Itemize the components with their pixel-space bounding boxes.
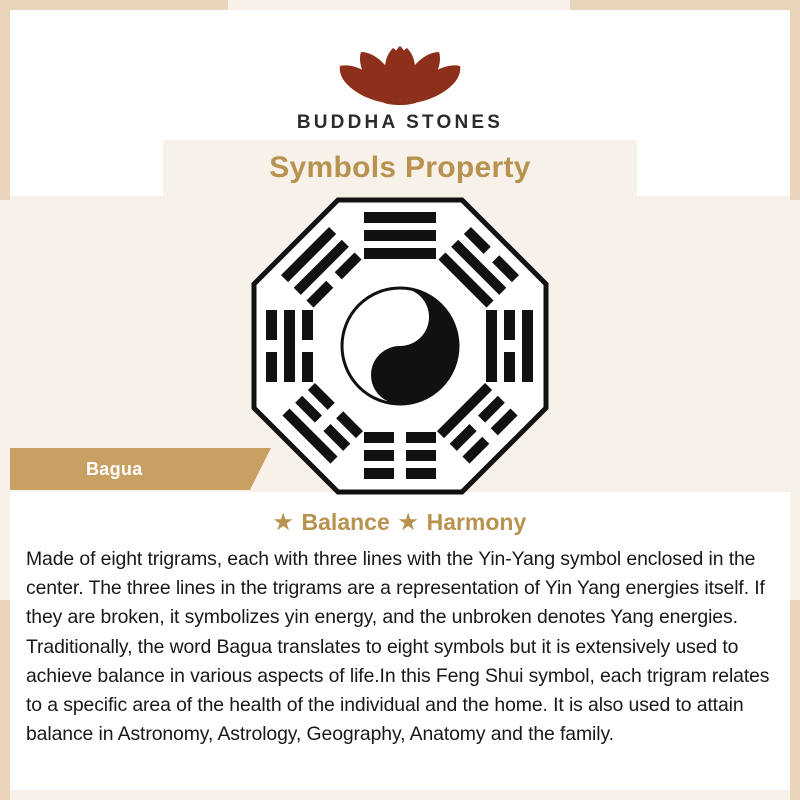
page-title: Symbols Property bbox=[269, 151, 531, 184]
corner-band-right-bottom bbox=[790, 600, 800, 800]
corner-band-top-right bbox=[570, 0, 800, 10]
keywords-row bbox=[0, 509, 800, 536]
lotus-icon bbox=[0, 16, 800, 116]
brand-name: BUDDHA STONES bbox=[296, 112, 504, 133]
title-banner bbox=[163, 140, 637, 196]
keyword-balance: Balance bbox=[301, 509, 390, 535]
keyword-harmony: Harmony bbox=[426, 509, 527, 535]
symbol-name-label: Bagua bbox=[86, 459, 143, 479]
corner-band-top-left bbox=[0, 0, 228, 10]
star-icon-right: ★ bbox=[398, 511, 418, 534]
corner-band-left-bottom bbox=[0, 600, 10, 800]
description-paragraph: Made of eight trigrams, each with three lines with the Yin-Yang symbol enclosed in the center. The three lines in the trigrams are a representation of Yin Yang energies itself. If they are broken, it symbolizes yin energy, and the unbroken denotes Yang energies. Traditionally, the word Bagua translates to eight symbols but it is extensively used to achieve balance in various aspects of life.In this Feng Shui symbol, each trigram relates to a specific area of the health of the individual and the home. It is also used to attain balance in Astronomy, Astrology, Geography, Anatomy and the family. bbox=[26, 548, 770, 746]
brand-block bbox=[0, 16, 800, 134]
star-icon-left: ★ bbox=[273, 511, 293, 534]
